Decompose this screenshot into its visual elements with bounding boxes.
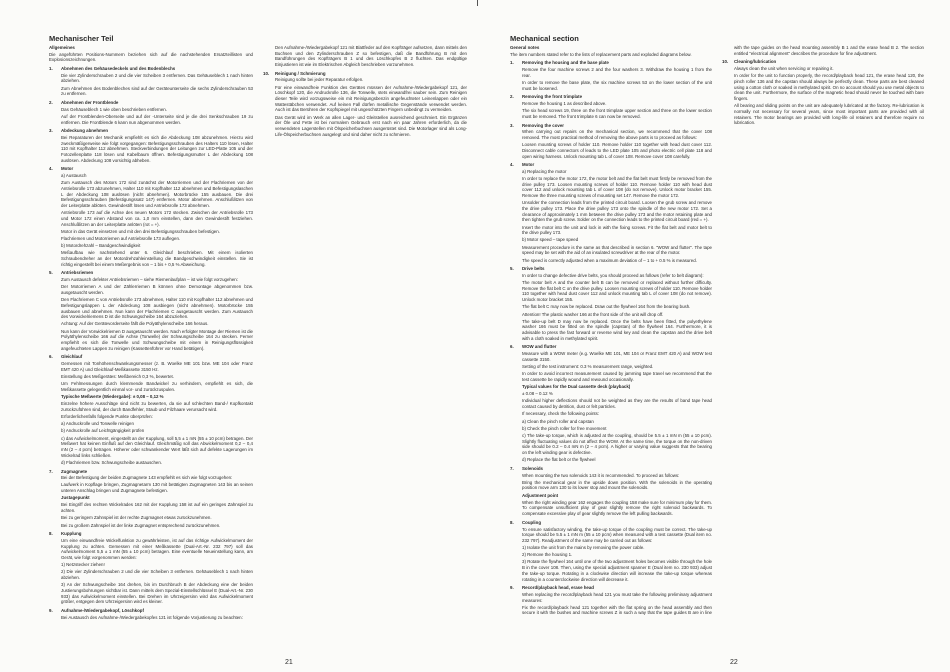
paragraph: All bearing and sliding points on the unit are adequately lubricated at the factory. Re-lubrication is normally not necessary for several years, since most important parts are provided with oil retainers. The motor bearings are provided with long-life oil retainers and therefore require no lubrication. [734, 103, 924, 126]
paragraph: d) Flachriemen bzw. Schwungscheibe austauschen. [61, 459, 163, 465]
paragraph: 1) Isolate the unit from the mains by removing the power cable. [522, 545, 645, 551]
paragraph: 2) Die vier Zylinderschrauben 2 und die vier Scheiben 3 entfernen. Gehäuseblech 1 nach hinten abziehen. [61, 569, 253, 580]
paragraph: Setting of the test instrument: 0.3 % measurement range, weighted. [522, 364, 654, 369]
paragraph: Insert the motor into the unit and lock in with the fixing screws. Fit the flat belt and motor belt to the drive pulley 173. [522, 224, 712, 236]
paragraph: Unsolder the connection leads from the printed circuit board. Loosen the grub screw and remove the drive pulley 173. Place the drive pulley 173 onto the spindle of the new motor 172. Set a clearance of approximately 1 mm between the drive pulley 173 and the motor retaining plate and then tighten the grub screw. Solder on the connection leads to the printed circuit board (red = +). [522, 200, 712, 223]
paragraph: Auf der Frontblenden-Oberseite und auf der -Unterseite sind je die drei Senkschrauben 19 zu entfernen. Die Frontblende 6 kann nun abgenommen werden. [61, 113, 253, 125]
paragraph: If necessary, check the following points: [522, 411, 600, 417]
section-number: 9. [49, 607, 53, 613]
section-subtitle: Allgemeines [49, 45, 75, 50]
section-heading [510, 266, 712, 272]
paragraph: The motor belt A and the counter belt B can be removed or replaced without further difficulty. Remove the flat belt C on the drive pulley. Loosen mounting screws of holder 110. Remove holder 110 together with head dust cover 112 and unlock mounting tab L of cover 108 (do not remove). Unlock motor bracket 155. [522, 280, 712, 303]
paragraph: 3) An der Schwungscheibe 164 drehen, bis im Durchbruch B der Abdeckung eine der beiden Justierungsbohrungen sichtbar ist. Dann mittels dem Spezial-Einstellschlüssel E (Dual-Art.-Nr. 230 933) das Aufwickelmoment einstellen. Bei Drehen im Uhrzeigersinn wird das Aufwickelmoment größer, entgegen dem Uhrzeigersinn wird es kleiner. [61, 582, 253, 605]
paragraph: Justagepunkt [61, 495, 90, 501]
section-title: Solenoids [522, 465, 543, 471]
paragraph: Um Fehlmessungen durch klemmende Bandwickel zu verhindern, empfiehlt es sich, die Meßkassette gelegentlich einmal vor- und zurückzuspulen. [61, 381, 253, 392]
paragraph: In order to change defective drive belts, you should proceed as follows (refer to belt diagram): [522, 272, 704, 278]
section [510, 344, 712, 462]
paragraph: In order for the unit to function properly, the record/playback head 121, the erase head 120, the pinch roller 136 and the capstan should always be perfectly clean. These parts are best cleaned using a cotton cloth or soaked in methylated spirit. On no account should you use metal objects to clean the unit. Furthermore, the surface of the magnetic head should never be touched with bare fingers. [734, 73, 924, 101]
paragraph: Das Gehäuseblech 1 wie oben beschrieben entfernen. [61, 106, 167, 112]
paragraph: Reinigung sollte bei jeder Reparatur erfolgen. [275, 77, 364, 83]
section [510, 162, 712, 263]
right-page [478, 0, 950, 672]
section-number: 10. [263, 70, 270, 76]
paragraph: Measure with a WOW meter (e.g. Woelke ME 101, ME 104 or Franz EMT 420 A) and WOW test cassette 3150. [522, 351, 712, 362]
section-heading [510, 585, 712, 591]
paragraph: Attention! The plastic washer 166 at the front side of the unit will drop off. [522, 311, 664, 317]
paragraph: Antriebsrolle 173 auf die Achse des neuen Motors 172 stecken. Zwischen der Antriebsrolle 173 und Motor 172 einen Abstand von ca. 1,0 mm einstellen, dann den Gewindestift festziehen. Anschlußlitzen an der Leiterplatte anlöten (rot = +). [61, 210, 253, 227]
section-heading [49, 66, 253, 72]
paragraph: Nun kann der Vorwickelriemen D ausgetauscht werden. Nach erfolgter Montage der Riemen ist die Polyäthylenscheibe 166 auf die Achse (Tonwelle) der Schwungscheibe 164 zu stecken. Ferner empfiehlt es sich die Tonwelle und Schwungscheibe mit einem in Reinigungsflüssigkeit angefeuchteten Lappen zu reinigen (Kassettenführer vor Hand betätigen). [61, 328, 253, 351]
section-number: 1. [49, 66, 53, 72]
section-number: 6. [510, 344, 514, 350]
section-title: Coupling [522, 519, 542, 525]
section-title: Record/playback head, erase head [522, 585, 594, 591]
section-number: 9. [510, 585, 514, 591]
section-heading [510, 60, 712, 66]
paragraph: 2) Remove the housing 1. [522, 552, 573, 558]
paragraph: Measurement procedure is the same as that described in section 6. "WOW and flutter". The tape speed may be set with the aid of an insulated screwdriver at the rear of the motor. [522, 244, 712, 256]
section-title: Cleaning/lubrication [734, 59, 777, 65]
paragraph: The flat belt C may now be replaced. Draw out the flywheel 164 from the bearing bush. [522, 304, 691, 310]
paragraph: a) Clean the pinch roller and capstan [522, 418, 594, 424]
page-number: 22 [730, 659, 738, 666]
paragraph: When carrying out repairs on the mechanical section, we recommend that the cover 108 removed. The most practical method of removing the above parts is to proceed as follows: [522, 129, 712, 140]
paragraph: Always clean the unit when servicing or repairing it. [734, 66, 834, 72]
section-heading [510, 123, 712, 129]
text-columns [510, 45, 924, 625]
section-number: 4. [49, 166, 53, 172]
paragraph: Remove the housing 1 as described above. [522, 101, 607, 106]
paragraph: In order to remove the base plate, the six machine screws 53 on the lower section of the unit must be loosened. [522, 79, 712, 91]
section-number: 1. [510, 60, 514, 66]
paragraph: Loosen mounting screws of holder 110. Remove holder 110 together with head dust cover 112. Disconnect cable connectors of leads to the LED plate 105 and photo electric cell plate 118 and open wiring harness. Unlock mounting tab L of cover 108. Remove cover 108 carefully. [522, 142, 712, 159]
paragraph: a) Andruckrolle und Tonwelle reinigen [61, 421, 134, 427]
paragraph: 1) Netzstecker ziehen! [61, 562, 105, 568]
section-title: Gleichlauf [61, 354, 83, 360]
section-heading [49, 166, 253, 172]
section-heading [49, 128, 253, 134]
paragraph: Remove the four machine screws 2 and the four washers 3. Withdraw the housing 1 from the rear. [522, 67, 712, 78]
paragraph: Einzelne höhere Ausschläge sind nicht zu bewerten, da sie auf schlechten Band-/ Kopfkontakt zurückzuführen sind, der durch Bandfehler, Staub und Filzhaare verursacht wird. [61, 401, 253, 412]
page-title: Mechanical section [510, 34, 579, 43]
section [263, 71, 467, 138]
page-number: 21 [285, 659, 293, 666]
section-heading [49, 608, 253, 614]
section-title: Abnehmen der Frontblende [61, 100, 119, 105]
paragraph: Die vier Zylinderschrauben 2 und die vier Scheiben 3 entfernen. Das Gehäuseblech 1 nach hinten abziehen. [61, 72, 253, 84]
paragraph: Adjustment point [522, 492, 559, 498]
section [49, 354, 253, 465]
section-number: 2. [510, 94, 514, 100]
paragraph: Der Motorriemen A und der Zählerriemen B können ohne Demontage abgenommen bzw. ausgetauscht werden. [61, 284, 253, 295]
section-heading [263, 71, 467, 77]
paragraph: The take-up belt D may now be replaced. Once the belts have been fitted, the polyethylene washer 166 must be fitted on the spindle (capstan) of the flywheel 164. Furthermore, it is advisable to press the fast forward or reverse wind key and clean the capstan and the drive belt with a cloth soaked in methylated spirit. [522, 318, 712, 341]
paragraph: b) Motor speed – tape speed [522, 237, 579, 243]
paragraph: Fix the record/playback head 121 together with the flat spring on the head assembly and then secure it with the bushes and machine screws Z in such a way that the tape guides B are in line with the tape guides on the head mounting assembly B 1 and the erase head B 2. The section entitled "electrical alignment" describes the procedure for fine adjustment. [522, 45, 924, 616]
paragraph: Achtung: Auf der Gerätevorderseite fällt die Polyäthylenscheibe 166 heraus. [61, 321, 209, 327]
section-title: Removing the front trimplate [522, 94, 583, 100]
section-title: Motor [522, 162, 535, 168]
section-number: 5. [510, 266, 514, 272]
section-heading [510, 162, 712, 168]
section-heading [49, 100, 253, 106]
section [510, 520, 712, 582]
section-title: Removing the housing and the base plate [522, 60, 609, 66]
paragraph: Typische Meßwerte (Wiedergabe): ± 0,08 – 0,12 % [61, 393, 164, 399]
paragraph: When replacing the record/playback head 121 you must take the following preliminary adjustment measures: [522, 591, 712, 603]
section-title: Drive belts [522, 266, 545, 272]
paragraph: To ensure satisfactory winding, the take-up torque of the coupling must be correct. The take-up torque should be 5.5 ± 1 mN m (55 ± 10 pcm) when measured with a test cassette (Dual item no. 232 797). Readjustment of the same may be carried out as follows: [522, 526, 712, 543]
paragraph: b) Check the pinch roller for free movement [522, 425, 607, 431]
paragraph: a) Austausch [61, 173, 87, 179]
paragraph: c) das Aufwickelmoment, eingestellt an der Kupplung, soll 5,5 ± 1 mN (55 ± 10 pcm) betragen. Der Meßwert hat keinen Einfluß auf den Gleichlauf. Gleichmäßig soll das Abwickelmoment 0,2 – 0,4 mN (2 – 4 pcm) betragen. Höherer oder schwankender Wert läßt sich auf defekte Lagerungen im Wickelrad links schließen. [61, 435, 253, 458]
paragraph: Flachriemen und Motorriemen auf Antriebsrolle 173 auflegen. [61, 235, 181, 241]
paragraph: b) Andruckrolle auf Leichtgängigkeit prüfen [61, 428, 145, 434]
section-number: 4. [510, 162, 514, 168]
paragraph: Bei Eingriff des rechten Wickelrades 162 mit der Kupplung 158 ist auf ein geringes Zahnspiel zu achten. [61, 502, 253, 514]
paragraph: Bei zu geringem Zahnspiel ist der rechte Zugmagnet etwas zurückzunehmen. [61, 515, 212, 521]
section-number: 8. [49, 531, 53, 537]
section-heading [510, 520, 712, 526]
section-title: Abnehmen des Gehäusedeckels und des Bodenblechs [61, 66, 176, 72]
section-heading [49, 531, 253, 537]
section [49, 128, 253, 163]
paragraph: Für eine einwandfreie Funktion des Gerätes müssen der Aufnahme-/Wiedergabekopf 121, der Löschkopf 120, die Andruckrolle 136, die Tonwelle, stets einwandfrei sauber sein. Zum Reinigen dieser Teile wird vorzugsweise ein mit Reinigungsbenzin angefeuchteter Leinenlappen oder ein Wattestäbchen verwendet. Auf keinen Fall dürfen metallische Gegenstände verwendet werden. Auch ist das Berühren der Kopfspiegel mit ungeschützten Fingern unbedingt zu vermeiden. [275, 84, 467, 113]
paragraph: ± 0.08 – 0.12 % [522, 391, 553, 397]
paragraph: Bei Reparaturen der Mechanik empfiehlt es sich die Abdeckung 108 abzunehmen. Hierzu wird zweckmäßigerweise wie folgt vorgegangen: Befestigungsschrauben des Halters 110 lösen, Halter 110 mit Kopfhalter 112 abnehmen. Steckverbindungen der Leitungen zur LED-Platte 105 und der Fotozellenplatte 118 lösen und Kabelbaum öffnen. Befestigungsmutter L der Abdeckung 108 auslösen. Abdeckung 108 vorsichtig abheben. [61, 134, 253, 163]
paragraph: Zum Austausch des Motors 172 sind zunächst der Motorriemen und der Flachriemen von der Antriebsrolle 173 abzunehmen, Halter 110 mit Kopfhalter 112 abnehmen und Befestigungslaschen L der Abdeckung 108 auslösen (nicht abnehmen). Motorbrücke 155 ausbauen. Die drei Befestigungsschrauben (Befestigungssatz 147) entfernen. Motor abnehmen. Anschlußlitzen von der Leiterplatte ablöten. Gewindestift lösen und Antriebsrolle 173 abnehmen. [61, 180, 253, 208]
section [510, 466, 712, 517]
section [510, 52, 712, 58]
paragraph: a) Replacing the motor [522, 168, 567, 174]
section-heading [722, 59, 924, 65]
section-number: 3. [49, 128, 53, 134]
paragraph: c) The take-up torque, which is adjusted at the coupling, should be 5.5 ± 1 mN m (55 ± 10 pcm). Slightly fluctuating values do not affect the WOW. At the same time, the torque on the non-driven side should be 0.2 – 0.4 mN m (2 – 4 pcm). A higher or varying value suggests that the bearing on the left winding gear is defective. [522, 432, 712, 455]
paragraph: Motor in das Gerät einsetzen und mit den drei Befestigungsschrauben befestigen. [61, 228, 220, 234]
section-number: 10. [722, 59, 729, 65]
section-number: 7. [510, 465, 514, 471]
section-title: Abdeckung abnehmen [61, 128, 109, 134]
section [49, 531, 253, 605]
section-number: 6. [49, 354, 53, 360]
paragraph: Bei zu großem Zahnspiel ist der linke Zugmagnet entsprechend zurückzunehmen. [61, 522, 221, 528]
section [49, 469, 253, 529]
paragraph: b) Motordrehzahl – Bandgeschwindigkeit [61, 243, 141, 249]
section [49, 270, 253, 351]
section-heading [49, 270, 253, 276]
paragraph: Zum Abnehmen des Bodenbleches sind auf der Geräteunterseite die sechs Zylinderschrauben 53 zu entfernen. [61, 85, 253, 97]
text-columns [49, 45, 467, 625]
section-title: Zugmagnete [61, 468, 88, 474]
paragraph: The item numbers stated refer to the lists of replacement parts and exploded diagrams below. [510, 51, 692, 57]
section [510, 123, 712, 160]
paragraph: Erforderlichenfalls folgende Punkte überprüfen: [61, 414, 153, 419]
section [510, 60, 712, 91]
paragraph: The speed is correctly adjusted when a maximum deviation of – 1 to + 0.5 % is measured. [522, 257, 697, 263]
section [49, 66, 253, 97]
section [49, 52, 253, 63]
paragraph: Bring the mechanical gear in the upside down position. With the solenoids in the operating position move arm 130 to its lower stop and mount the solenoids. [522, 479, 712, 491]
section-subtitle: General notes [510, 45, 540, 50]
section-number: 8. [510, 519, 514, 525]
page-title: Mechanischer Teil [49, 34, 114, 43]
paragraph: Um eine einwandfreie Wickelfunktion zu gewährleisten, ist auf das richtige Aufwickelmoment der Kupplung zu achten. Gemessen mit einer Meßkassette (Dual-Art.-Nr. 232 797) soll das Aufwickelmoment 5,5 ± 1 mN (55 ± 10 pcm) betragen. Eine eventuelle Neueinstellung kann, am Gerät, wie folgt vorgenommen werden: [61, 537, 253, 560]
paragraph: Die angeführten Positions-Nummern beziehen sich auf die nachstehenden Ersatzteillisten und Explosionszeichnungen. [49, 51, 253, 63]
section-number: 5. [49, 270, 53, 276]
paragraph: Typical values for the Dual cassette deck (playback) [522, 384, 631, 390]
paragraph: Gemessen mit Tonhöhenschwankungsmesser (z. B. Woelke ME 101 bzw. ME 104 oder Franz EMT 420 A) und Gleichlauf-Meßkassette 3150 Hz. [61, 361, 253, 372]
paragraph: Bei Austausch des Aufnahme-/Wiedergabekopfes 121 ist folgende Vorjustierung zu beachten: [61, 614, 243, 620]
section-title: Motor [61, 166, 74, 172]
paragraph: d) Replace the flat belt or the flywheel [522, 457, 596, 463]
section-number: 3. [510, 122, 514, 128]
paragraph: Zum Austausch defekter Antriebsriemen – siehe Riemenlaufplan – ist wie folgt vorzugehen: [61, 277, 238, 283]
paragraph: The six head screws 19, three on the front trimplate upper section and three on the lower section must be removed. The front trimplate 6 can now be removed. [522, 108, 712, 119]
section [510, 266, 712, 341]
section-title: Antriebsriemen [61, 270, 94, 276]
paragraph: 3) Rotate the flywheel 164 until one of the two adjustment holes becomes visible through the hole B in the cover 108. Then, using the special adjustment spanner E (Dual item no. 230 933) adjust the take-up torque. Rotating in a clockwise direction will increase the take-up torque whereas rotating in a counterclockwise direction will decrease it. [522, 559, 712, 582]
paragraph: Bei der Befestigung der beiden Zugmagnete 143 empfiehlt es sich wie folgt vorzugehen: [61, 475, 233, 481]
paragraph: In order to replace the motor 172, the motor belt and the flat belt must firstly be removed from the drive pulley 173. Loosen mounting screws of holder 110. Remove holder 110 with head dust cover 112 and unlock mounting tab L of cover 108 (do not remove). Unlock motor bracket 155. Remove the three mounting screws of mounting set 147. Remove the motor 172. [522, 176, 712, 199]
section-heading [510, 466, 712, 472]
paragraph: When mounting the two solenoids 143 it is recommended. To proceed as follows: [522, 472, 680, 478]
paragraph: Das Gerät wird im Werk an allen Lager- und Gleitstellen ausreichend geschmiert. Ein Ergänzen der Öle und Fette ist bei normalem Gebrauch erst nach ein paar Jahren erforderlich, da die verwendeten Lagerstellen mit Ölspeicherbuchsen ausgerüstet sind. Die Motorlager sind als Long-Life-Ölspeicherbuchsen ausgelegt und sind daher nicht zu schmieren. [275, 114, 467, 137]
section-number: 7. [49, 468, 53, 474]
section-heading [49, 354, 253, 360]
section [49, 100, 253, 125]
paragraph: Den Flachriemen C von Antriebsrolle 173 abnehmen, Halter 110 mit Kopfhalter 112 abnehmen und Befestigungslappen L der Abdeckung 108 ausbiegen (nicht abnehmen). Motorbrücke 155 ausbauen und abnehmen. Nun kann der Flachriemen C ausgetauscht werden. Zum Austausch des Vorwickelriemens D ist die Schwungscheibe 164 abzuziehen. [61, 297, 253, 320]
section-title: Aufnahme-/Wiedergabekopf, Löschkopf [61, 607, 144, 613]
section-title: Reinigung / Schmierung [275, 70, 326, 76]
section-heading [49, 469, 253, 475]
paragraph: When the right winding gear 162 engages the coupling 158 make sure for minimum play for them. To compensate unsufficient play of gear slightly remove the right solenoid backwards. To compensate excessive play of gear slightly remove the left pulling backwards. [522, 499, 712, 517]
section [510, 94, 712, 119]
paragraph: In order to avoid incorrect measurement caused by jamming tape travel we recommend that the test cassette be rapidly wound and rewound occasionally. [522, 371, 712, 382]
paragraph: Einstellung des Meßgerätes: Meßbereich 0,3 %, bewertet. [61, 373, 174, 379]
section [49, 166, 253, 267]
section-title: Kupplung [61, 531, 82, 537]
section-title: Removing the cover [522, 122, 564, 128]
paragraph: Laufwerk in Kopflage bringen, Zugmagnetarm 130 mit betätigten Zugmagneten 143 bis an seinen unteren Anschlag bringen und Zugmagnete befestigen. [61, 482, 253, 494]
section-heading [510, 94, 712, 100]
paragraph: Meßaufbau wie nachstehend unter 6. Gleichlauf beschrieben. Mit einem isolierten Schraubendreher an der Motordrehzahleinstellung die Bandgeschwindigkeit einstellen. Sie ist richtig eingestellt bei einem Meßergebnis von – 1 bis + 0,5 % Abweichung. [61, 250, 253, 267]
paragraph: Individual higher deflections should not be weighted as they are the results of band tape head contact caused by detrition, dust or felt particles. [522, 398, 712, 410]
section [722, 59, 924, 126]
paragraph: Den Aufnahme-/Wiedergabekopf 121 mit Blattfeder auf den Kopfträger aufsetzen, dann mittels den Buchsen und den Zylinderschrauben Z so befestigen, daß die Bandführung B mit den Bandführungen des Kopfträgers B 1 und des Löschkopfes B 2 fluchten. Das endgültige Einjustieren ist wie im Elektrischen Abgleich beschrieben vorzunehmen. [275, 45, 467, 68]
section-heading [510, 344, 712, 350]
section-number: 2. [49, 100, 53, 105]
section-title: WOW and flutter [522, 344, 557, 350]
